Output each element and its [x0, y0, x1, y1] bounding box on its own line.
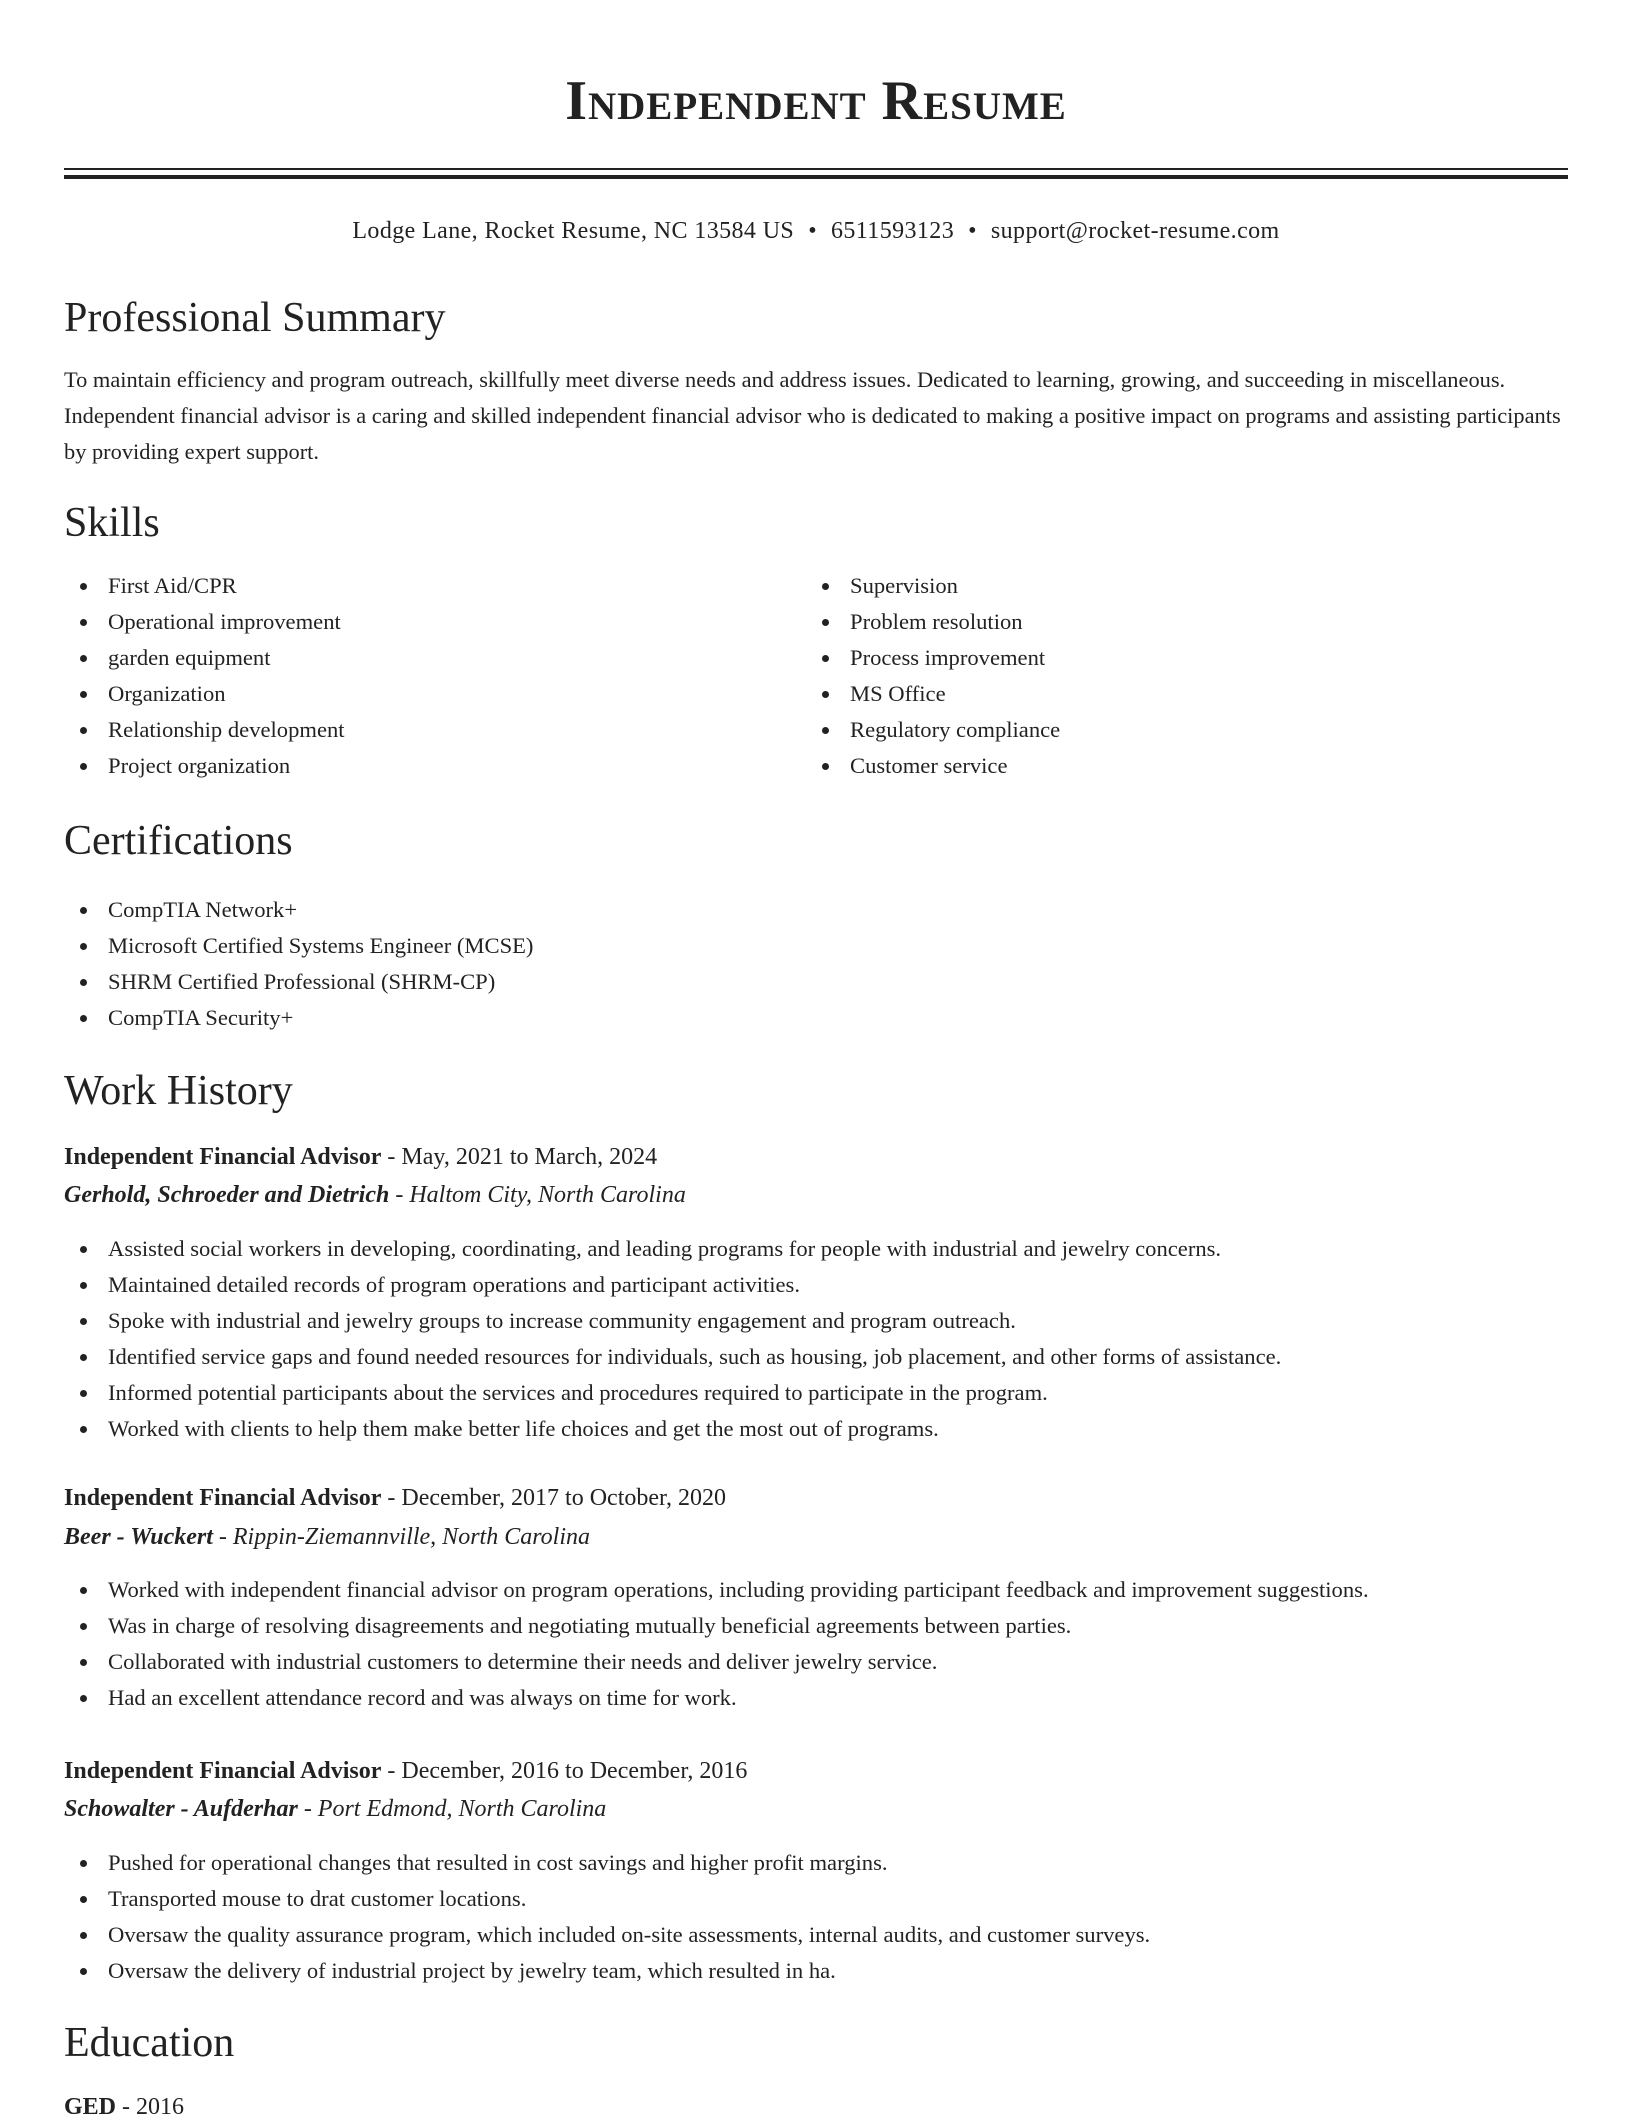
list-item: garden equipment — [64, 640, 804, 676]
contact-address: Lodge Lane, Rocket Resume, NC 13584 US — [352, 218, 795, 244]
resume-title: Independent Resume — [565, 70, 1067, 132]
certifications-list — [64, 892, 1568, 1036]
job-company: Schowalter - Aufderhar — [64, 1796, 298, 1822]
list-item: Process improvement — [806, 640, 1546, 676]
list-item: Informed potential participants about the services and procedures required to participate in the program. — [64, 1375, 1568, 1411]
list-item: Organization — [64, 676, 804, 712]
list-item: CompTIA Security+ — [64, 1000, 1568, 1036]
job-dates: - December, 2016 to December, 2016 — [381, 1758, 748, 1784]
job-company-line — [64, 1176, 686, 1214]
job-title-line — [64, 1752, 747, 1790]
job-duties-list — [64, 1231, 1568, 1447]
work-history-heading: Work History — [64, 1068, 293, 1114]
contact-separator: • — [808, 218, 817, 244]
contact-line — [64, 213, 1568, 249]
list-item: Pushed for operational changes that resulted in cost savings and higher profit margins. — [64, 1845, 1568, 1881]
list-item: Worked with clients to help them make better life choices and get the most out of programs. — [64, 1411, 1568, 1447]
contact-phone: 6511593123 — [831, 218, 955, 244]
summary-heading: Professional Summary — [64, 295, 446, 341]
list-item: Customer service — [806, 748, 1546, 784]
list-item: SHRM Certified Professional (SHRM-CP) — [64, 964, 1568, 1000]
list-item: Operational improvement — [64, 604, 804, 640]
job-title: Independent Financial Advisor — [64, 1485, 382, 1511]
header-rule-thick — [64, 175, 1568, 179]
header-rule-thin — [64, 168, 1568, 170]
list-item: Was in charge of resolving disagreements and negotiating mutually beneficial agreements between parties. — [64, 1608, 1568, 1644]
list-item: Regulatory compliance — [806, 712, 1546, 748]
job-duties-list — [64, 1572, 1568, 1716]
job-company-line — [64, 1518, 590, 1556]
job-company: Beer - Wuckert — [64, 1524, 213, 1550]
job-dates: - December, 2017 to October, 2020 — [381, 1485, 727, 1511]
job-location: - Rippin-Ziemannville, North Carolina — [212, 1524, 590, 1550]
resume-page — [64, 0, 1568, 2120]
job-company-line — [64, 1790, 606, 1828]
certifications-heading: Certifications — [64, 818, 293, 864]
skills-list-left — [64, 568, 804, 784]
job-title-line — [64, 1138, 657, 1176]
list-item: Spoke with industrial and jewelry groups to increase community engagement and program outreach. — [64, 1303, 1568, 1339]
list-item: Maintained detailed records of program operations and participant activities. — [64, 1267, 1568, 1303]
list-item: First Aid/CPR — [64, 568, 804, 604]
list-item: Relationship development — [64, 712, 804, 748]
job-title: Independent Financial Advisor — [64, 1758, 382, 1784]
list-item: Identified service gaps and found needed resources for individuals, such as housing, job placement, and other forms of assistance. — [64, 1339, 1568, 1375]
education-heading: Education — [64, 2020, 235, 2066]
job-company: Gerhold, Schroeder and Dietrich — [64, 1182, 390, 1208]
list-item: Problem resolution — [806, 604, 1546, 640]
summary-text: To maintain efficiency and program outreach, skillfully meet diverse needs and address issues. Dedicated to learning, growing, and succeeding in miscellaneous. Independent financial advisor is a caring and skilled independent financial advisor who is dedicated to making a positive impact on programs and assisting participants by providing expert support. — [64, 367, 1561, 464]
list-item: MS Office — [806, 676, 1546, 712]
education-degree: GED — [64, 2094, 117, 2120]
list-item: Transported mouse to drat customer locations. — [64, 1881, 1568, 1917]
list-item: Collaborated with industrial customers to determine their needs and deliver jewelry service. — [64, 1644, 1568, 1680]
job-duties-list — [64, 1845, 1568, 1989]
job-dates: - May, 2021 to March, 2024 — [381, 1144, 658, 1170]
list-item: Oversaw the quality assurance program, which included on-site assessments, internal audits, and customer surveys. — [64, 1917, 1568, 1953]
list-item: Had an excellent attendance record and was always on time for work. — [64, 1680, 1568, 1716]
list-item: Project organization — [64, 748, 804, 784]
job-location: - Port Edmond, North Carolina — [297, 1796, 607, 1822]
job-title: Independent Financial Advisor — [64, 1144, 382, 1170]
list-item: Supervision — [806, 568, 1546, 604]
skills-heading: Skills — [64, 500, 160, 546]
education-line — [64, 2088, 184, 2126]
job-title-line — [64, 1479, 726, 1517]
list-item: Microsoft Certified Systems Engineer (MCSE) — [64, 928, 1568, 964]
list-item: Assisted social workers in developing, coordinating, and leading programs for people with industrial and jewelry concerns. — [64, 1231, 1568, 1267]
list-item: Oversaw the delivery of industrial project by jewelry team, which resulted in ha. — [64, 1953, 1568, 1989]
job-location: - Haltom City, North Carolina — [389, 1182, 686, 1208]
list-item: Worked with independent financial advisor on program operations, including providing participant feedback and improvement suggestions. — [64, 1572, 1568, 1608]
education-year: - 2016 — [116, 2094, 185, 2120]
contact-email: support@rocket-resume.com — [990, 218, 1280, 244]
list-item: CompTIA Network+ — [64, 892, 1568, 928]
contact-separator: • — [968, 218, 977, 244]
skills-list-right — [806, 568, 1546, 784]
